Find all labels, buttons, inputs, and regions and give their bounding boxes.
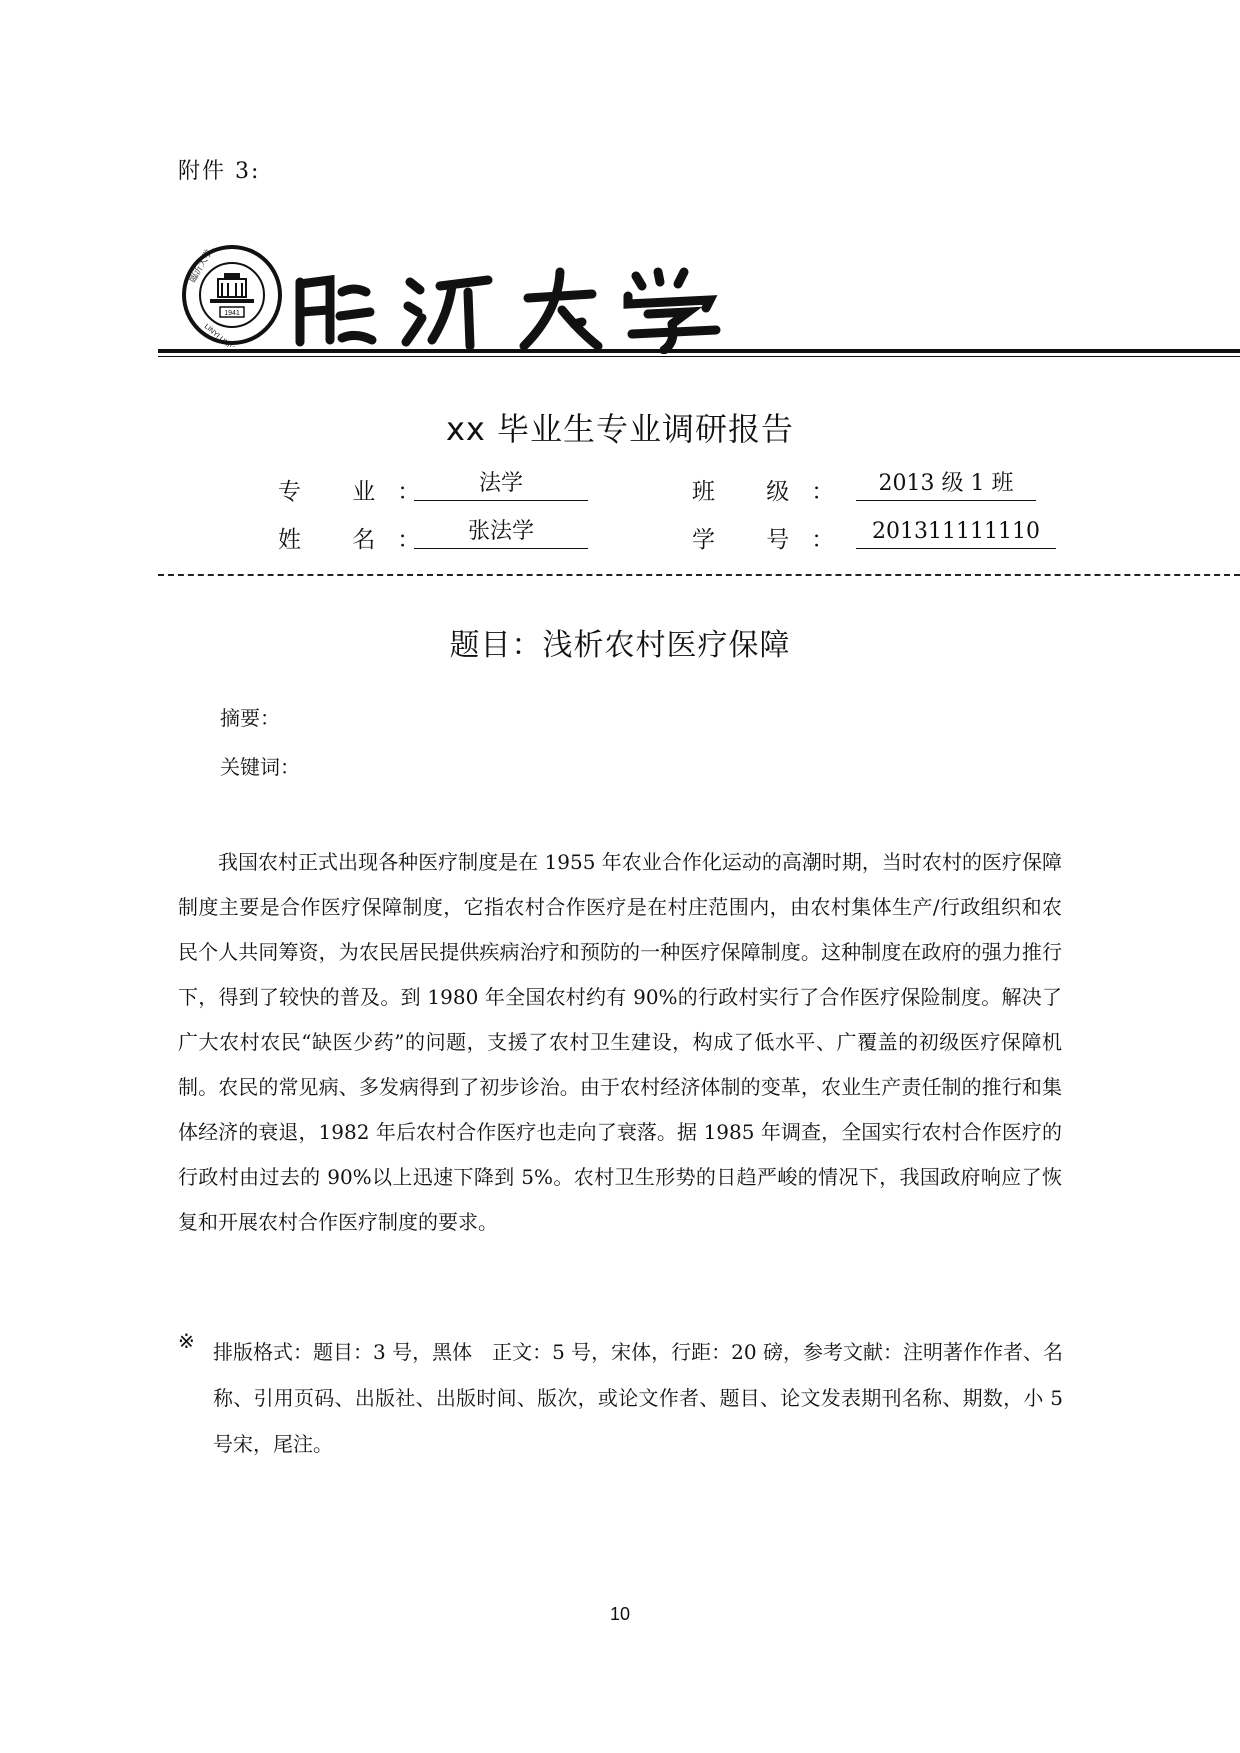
format-note: 排版格式：题目：3 号，黑体 正文：5 号，宋体，行距：20 磅，参考文献：注明著作作者、名称、引用页码、出版社、出版时间、版次，或论文作者、题目、论文发表期刊名称、期数，小 5 号宋，尾注。 <box>213 1340 1063 1456</box>
major-value: 法学 <box>414 470 588 501</box>
svg-text:臨沂大学: 臨沂大学 <box>187 248 215 285</box>
body-paragraph: 我国农村正式出现各种医疗制度是在 1955 年农业合作化运动的高潮时期，当时农村的医疗保障制度主要是合作医疗保障制度，它指农村合作医疗是在村庄范围内，由农村集体生产/行政组织和农民个人共同筹资，为农民居民提供疾病治疗和预防的一种医疗保障制度。这种制度在政府的强力推行下，得到了较快的普及。到 1980 年全国农村约有 90%的行政村实行了合作医疗保险制度。解决了广大农村农民“缺医少药”的问题，支援了农村卫生建设，构成了低水平、广覆盖的初级医疗保障机制。农民的常见病、多发病得到了初步诊治。由于农村经济体制的变革，农业生产责任制的推行和集体经济的衰退，1982 年后农村合作医疗也走向了衰落。据 1985 年调查，全国实行农村合作医疗的行政村由过去的 90%以上迅速下降到 5%。农村卫生形势的日趋严峻的情况下，我国政府响应了恢复和开展农村合作医疗制度的要求。 <box>178 850 1062 1234</box>
keywords-label: 关键词： <box>220 755 300 779</box>
svg-text:1941: 1941 <box>224 310 240 317</box>
header-rule-thick <box>158 349 1240 353</box>
attachment-label: 附件 3: <box>178 159 261 184</box>
abstract-label: 摘要： <box>220 706 280 730</box>
name-label: 姓 名： <box>278 527 443 553</box>
class-label: 班 级： <box>692 479 857 505</box>
student-id-label: 学 号： <box>692 527 857 553</box>
major-label: 专 业： <box>278 479 443 505</box>
topic-title: 题目：浅析农村医疗保障 <box>449 628 791 663</box>
note-mark: ※ <box>178 1329 195 1353</box>
name-value: 张法学 <box>414 518 588 549</box>
student-id-value: 201311111110 <box>856 518 1056 549</box>
header-rule-thin <box>158 356 1240 357</box>
university-seal-icon <box>180 243 284 347</box>
university-wordmark-logo <box>292 262 722 354</box>
class-value: 2013 级 1 班 <box>856 470 1036 501</box>
page-number: 10 <box>609 1604 631 1624</box>
report-title: xx 毕业生专业调研报告 <box>445 410 795 448</box>
section-divider <box>158 574 1240 576</box>
